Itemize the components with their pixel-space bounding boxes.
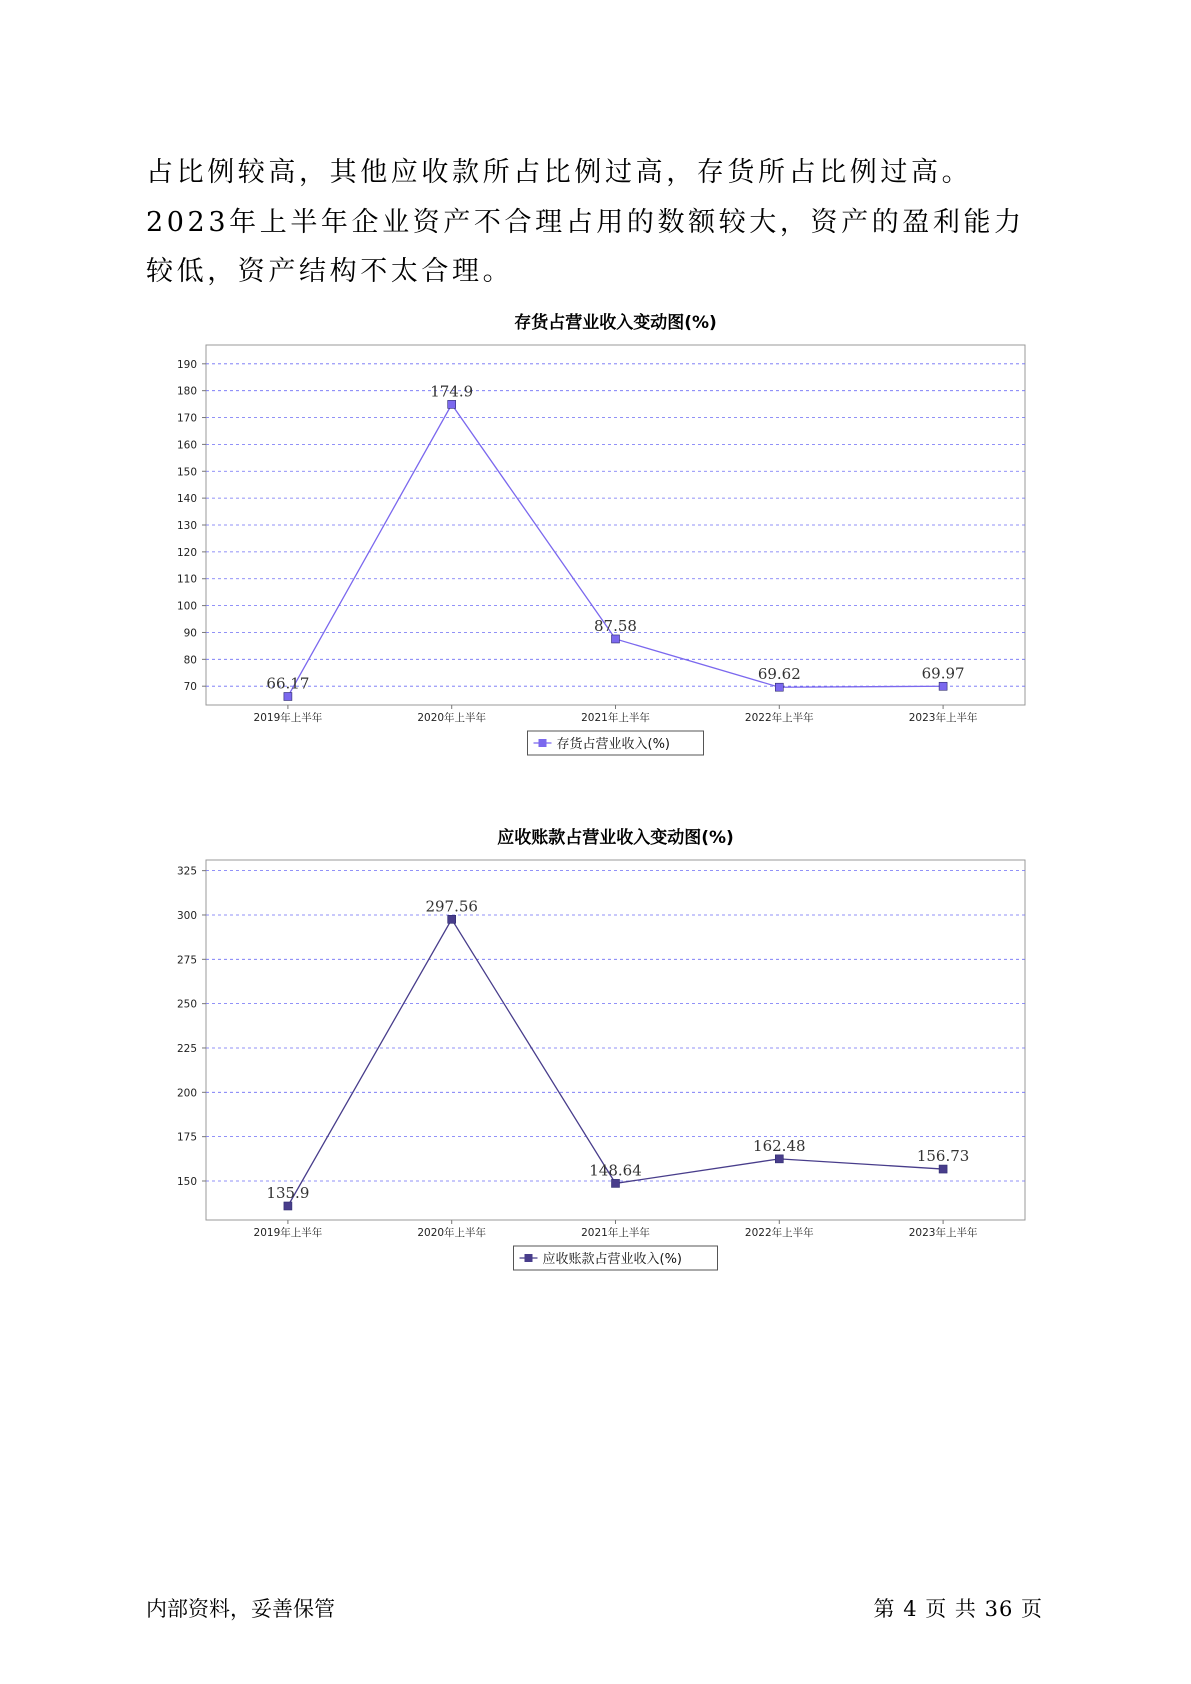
x-tick-label: 2022年上半年 (744, 1227, 814, 1239)
inventory-chart (0, 300, 1191, 770)
y-tick-label: 70 (183, 681, 197, 694)
data-point (448, 400, 456, 408)
data-label: 174.9 (430, 382, 474, 401)
data-label: 297.56 (425, 897, 478, 916)
y-tick-label: 175 (176, 1131, 197, 1144)
chart-title: 应收账款占营业收入变动图(%) (497, 828, 734, 848)
y-tick-label: 170 (176, 412, 197, 425)
data-label: 156.73 (916, 1147, 970, 1166)
data-point (612, 1179, 620, 1187)
x-tick-label: 2021年上半年 (581, 712, 650, 724)
x-tick-label: 2019年上半年 (253, 712, 323, 724)
data-label: 66.17 (266, 674, 310, 693)
legend (528, 731, 704, 755)
y-tick-label: 200 (176, 1087, 197, 1100)
chart-title: 存货占营业收入变动图(%) (514, 313, 717, 333)
y-tick-label: 100 (176, 600, 197, 613)
data-point (612, 635, 620, 643)
body-paragraph: 占比例较高，其他应收款所占比例过高，存货所占比例过高。2023年上半年企业资产不合理占用的数额较大，资产的盈利能力较低，资产结构不太合理。 (146, 157, 1025, 287)
x-tick-label: 2021年上半年 (581, 1227, 650, 1239)
data-label: 148.64 (589, 1161, 642, 1180)
x-tick-label: 2022年上半年 (744, 712, 814, 724)
receivables-chart (0, 815, 1191, 1285)
data-point (448, 915, 456, 923)
y-tick-label: 130 (176, 520, 197, 532)
legend-label: 应收账款占营业收入(%) (542, 1252, 682, 1267)
data-point (939, 1165, 947, 1173)
y-tick-label: 120 (176, 546, 197, 559)
x-tick-label: 2023年上半年 (908, 1227, 978, 1239)
y-tick-label: 180 (176, 385, 197, 398)
data-point (775, 683, 783, 691)
y-tick-label: 90 (183, 627, 197, 640)
footer-page-number: 第 4 页 共 36 页 (873, 1597, 1043, 1621)
data-label: 135.9 (266, 1183, 310, 1202)
data-point (939, 682, 947, 690)
y-tick-label: 275 (176, 954, 197, 967)
y-tick-label: 150 (176, 1175, 197, 1188)
legend (514, 1246, 718, 1270)
x-tick-label: 2019年上半年 (253, 1227, 323, 1239)
legend-label: 存货占营业收入(%) (556, 737, 670, 752)
data-label: 87.58 (594, 616, 637, 635)
y-tick-label: 160 (176, 439, 197, 452)
legend-marker (525, 1254, 533, 1262)
data-label: 162.48 (753, 1136, 806, 1155)
y-tick-label: 300 (176, 909, 197, 922)
receivables-chart-svg (0, 815, 1191, 1285)
data-label: 69.97 (921, 664, 965, 683)
y-tick-label: 225 (176, 1042, 197, 1055)
footer-confidential: 内部资料，妥善保管 (146, 1597, 335, 1621)
y-tick-label: 190 (176, 358, 197, 371)
y-tick-label: 140 (176, 493, 197, 506)
y-tick-label: 80 (183, 654, 197, 667)
data-point (284, 1202, 292, 1210)
inventory-chart-svg (0, 300, 1191, 770)
x-tick-label: 2020年上半年 (417, 1227, 487, 1239)
y-tick-label: 150 (176, 466, 197, 479)
x-tick-label: 2020年上半年 (417, 712, 487, 724)
data-point (284, 692, 292, 700)
y-tick-label: 250 (176, 998, 197, 1011)
y-tick-label: 325 (176, 865, 197, 878)
y-tick-label: 110 (176, 573, 197, 586)
x-tick-label: 2023年上半年 (908, 712, 978, 724)
data-label: 69.62 (757, 665, 801, 684)
data-point (775, 1155, 783, 1163)
legend-marker (539, 739, 547, 747)
